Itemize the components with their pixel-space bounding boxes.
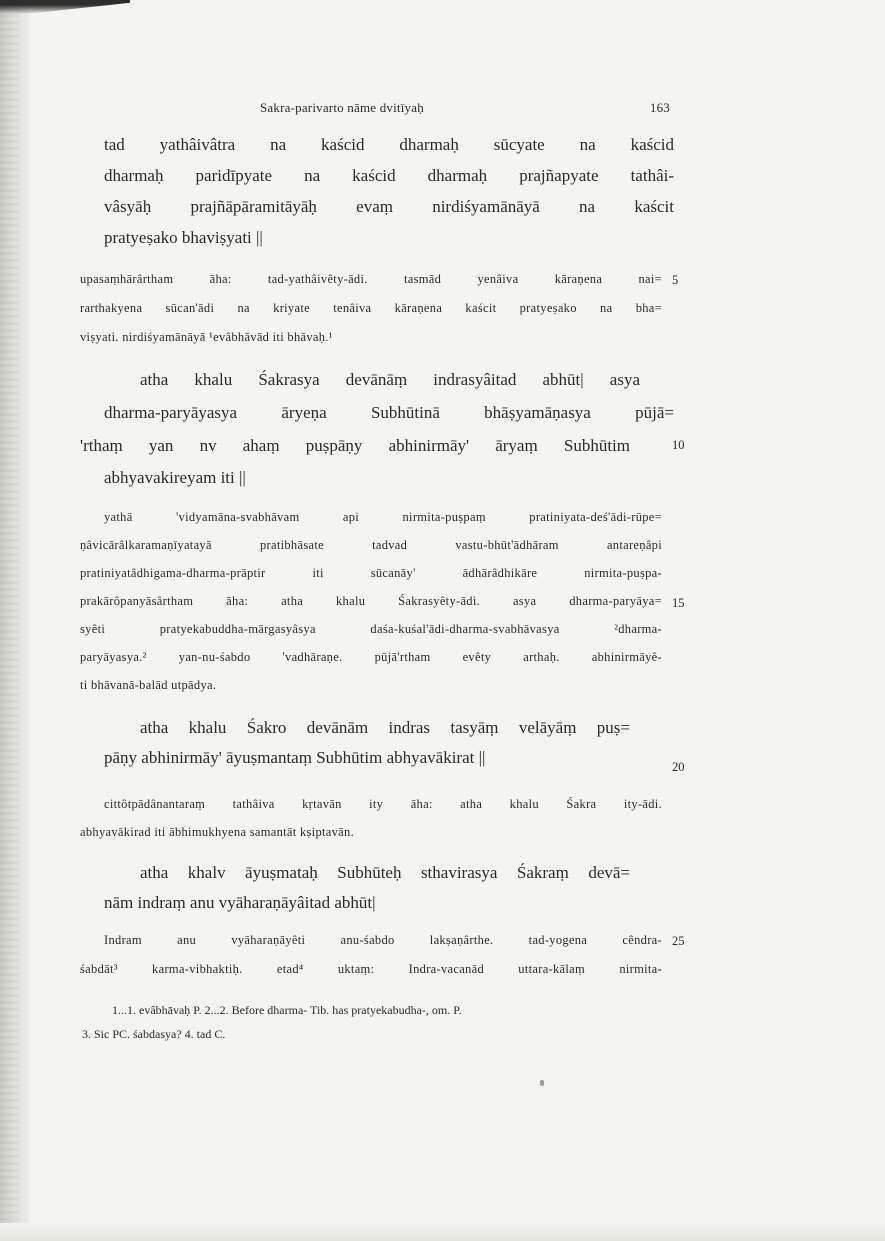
root-line: tad yathâivâtra na kaścid dharmaḥ sūcyate na kaścid — [104, 135, 674, 154]
commentary-line: śabdāt³ karma-vibhaktiḥ. etad⁴ uktaṃ: Indra-vacanād uttara-kālaṃ nirmita- — [80, 962, 662, 976]
footnote-line: 1...1. evâbhāvaḥ P. 2...2. Before dharma- Tib. has pratyekabudha-, om. P. — [112, 1003, 462, 1017]
line-number: 20 — [672, 760, 685, 774]
commentary-line: ti bhāvanā-balād utpādya. — [80, 678, 217, 692]
line-number: 25 — [672, 934, 685, 948]
commentary-line: pratiniyatâdhigama-dharma-prāptir iti sūcanāy' ādhārâdhikāre nirmita-puṣpa- — [80, 566, 662, 580]
line-number: 5 — [672, 273, 679, 287]
commentary-line: viṣyati. nirdiśyamānāyā ¹evâbhāvād iti bhāvaḥ.¹ — [80, 330, 333, 344]
root-line: vâsyāḥ prajñāpāramitāyāḥ evaṃ nirdiśyamānāyā na kaścit — [104, 197, 674, 216]
root-line: 'rthaṃ yan nv ahaṃ puṣpāṇy abhinirmāy' āryaṃ Subhūtim — [80, 436, 630, 455]
running-head: Sakra-parivarto nāme dvitīyaḥ — [260, 100, 424, 115]
commentary-line: abhyavākirad iti ābhimukhyena samantāt kṣiptavān. — [80, 825, 354, 839]
line-number: 15 — [672, 596, 685, 610]
root-line: pāṇy abhinirmāy' āyuṣmantaṃ Subhūtim abhyavākirat || — [104, 748, 486, 767]
commentary-line: prakārôpanyāsârtham āha: atha khalu Śakrasyêty-ādi. asya dharma-paryāya= — [80, 594, 662, 608]
line-number: 10 — [672, 438, 685, 452]
root-line: pratyeṣako bhaviṣyati || — [104, 228, 263, 247]
root-line: atha khalv āyuṣmataḥ Subhūteḥ sthavirasya Śakraṃ devā= — [140, 863, 630, 882]
scan-corner-mark — [0, 0, 130, 14]
root-line: atha khalu Śakro devānām indras tasyāṃ velāyāṃ puṣ= — [140, 718, 630, 737]
root-line: atha khalu Śakrasya devānāṃ indrasyâitad abhūt| asya — [140, 370, 640, 389]
page-number: 163 — [649, 100, 670, 115]
commentary-line: cittôtpādânantaraṃ tathâiva kṛtavān ity āha: atha khalu Śakra ity-ādi. — [104, 797, 662, 811]
commentary-line: syêti pratyekabuddha-mārgasyâsya daśa-kuśal'ādi-dharma-svabhāvasya ²dharma- — [80, 622, 662, 636]
commentary-line: Indram anu vyāharaṇāyêti anu-śabdo lakṣaṇârthe. tad-yogena cêndra- — [104, 933, 662, 947]
commentary-line: ṇâvicārâlkaramaṇīyatayā pratibhāsate tadvad vastu-bhūt'ādhāram antareṇâpi — [80, 538, 662, 552]
root-line: abhyavakireyam iti || — [104, 468, 246, 487]
footnote-line: 3. Sic PC. śabdasya? 4. tad C. — [82, 1027, 226, 1041]
scan-shadow — [0, 0, 20, 1241]
commentary-line: rarthakyena sūcan'ādi na kriyate tenâiva kāraṇena kaścit pratyeṣako na bha= — [80, 301, 662, 315]
page-bottom-edge — [0, 1223, 885, 1241]
root-line: dharmaḥ paridīpyate na kaścid dharmaḥ prajñapyate tathâi- — [104, 166, 674, 185]
root-line: dharma-paryāyasya āryeṇa Subhūtinā bhāṣyamāṇasya pūjā= — [104, 403, 674, 422]
commentary-line: paryāyasya.² yan-nu-śabdo 'vadhāraṇe. pūjā'rtham evêty arthaḥ. abhinirmāyê- — [80, 650, 662, 664]
commentary-line: yathā 'vidyamāna-svabhāvam api nirmita-puṣpaṃ pratiniyata-deś'ādi-rūpe= — [104, 510, 662, 524]
scan-speck — [540, 1080, 544, 1086]
commentary-line: upasaṃhārârtham āha: tad-yathâivêty-ādi. tasmād yenâiva kāraṇena nai= — [80, 272, 662, 286]
root-line: nām indraṃ anu vyāharaṇāyâitad abhūt| — [104, 893, 376, 912]
